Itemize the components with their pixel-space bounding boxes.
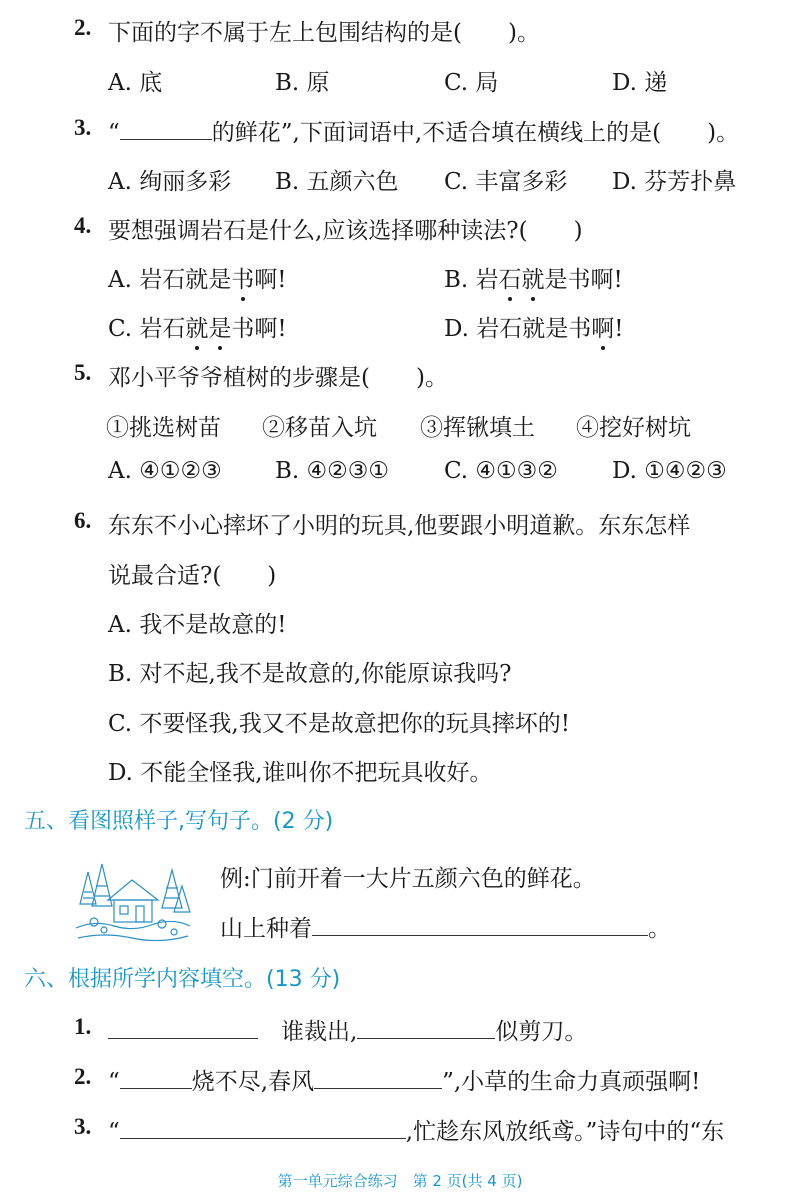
q2-option-d: D. 递 xyxy=(612,70,668,96)
q3-blank xyxy=(120,139,212,140)
section-5-period: 。 xyxy=(648,916,671,942)
sentence-char: ! xyxy=(614,316,624,342)
q4-option-b xyxy=(444,261,623,294)
q5-option-a: A. ④①②③ xyxy=(108,458,222,484)
q5-text: 邓小平爷爷植树的步骤是( )。 xyxy=(108,365,448,391)
q3-open-quote: “ xyxy=(108,120,120,146)
q5-option-b: B. ④②③① xyxy=(275,458,390,484)
q3-option-c: C. 丰富多彩 xyxy=(444,169,568,195)
q5-number: 5. xyxy=(74,360,92,385)
sentence-char: 书 xyxy=(231,261,254,294)
sentence-char: 岩 xyxy=(476,316,500,342)
sentence-char: 就 xyxy=(522,261,545,294)
sentence-char: 书 xyxy=(568,316,592,342)
q3-option-d: D. 芬芳扑鼻 xyxy=(612,169,737,195)
q4-option-c-label: C. xyxy=(108,316,133,342)
q2-option-b: B. 原 xyxy=(275,70,330,96)
snow-house-illustration xyxy=(74,852,192,942)
sentence-char: 书 xyxy=(231,316,255,342)
q4-option-d xyxy=(444,310,624,343)
s6-item2-blank1[interactable] xyxy=(120,1088,192,1089)
q3-stem: 的鲜花”,下面词语中,不适合填在横线上的是( )。 xyxy=(211,120,740,146)
q5-step-3: ③挥锹填土 xyxy=(420,415,535,441)
q5-option-c: C. ④①③② xyxy=(444,458,558,484)
q4-option-a xyxy=(108,261,286,294)
q4-option-c xyxy=(108,310,287,343)
s6-item3-blank[interactable] xyxy=(120,1138,406,1139)
sentence-char: ! xyxy=(277,267,287,293)
q4-option-d-sentence xyxy=(476,316,623,342)
s6-item2-mid: 烧不尽,春风 xyxy=(191,1069,315,1095)
sentence-char: 是 xyxy=(544,267,568,293)
q2-text: 下面的字不属于左上包围结构的是( )。 xyxy=(108,20,540,46)
sentence-char: 是 xyxy=(208,267,232,293)
s6-item1-line xyxy=(108,1013,587,1046)
q6-text-line2: 说最合适?( ) xyxy=(108,563,277,589)
s6-item2-blank2[interactable] xyxy=(314,1088,442,1089)
s6-item2-line xyxy=(108,1063,700,1096)
q4-option-a-label: A. xyxy=(108,267,132,293)
sentence-char: 岩 xyxy=(139,267,163,293)
sentence-char: 啊 xyxy=(591,310,614,343)
page-footer: 第一单元综合练习 第 2 页(共 4 页) xyxy=(277,1172,523,1190)
q4-text: 要想强调岩石是什么,应该选择哪种读法?( ) xyxy=(108,218,583,244)
sentence-char: 石 xyxy=(162,267,186,293)
q3-option-b: B. 五颜六色 xyxy=(275,169,399,195)
section-5-example: 例:门前开着一大片五颜六色的鲜花。 xyxy=(220,866,596,892)
sentence-char: 就 xyxy=(522,316,546,342)
section-5-answer-line xyxy=(220,910,671,943)
q4-option-d-label: D. xyxy=(444,316,469,342)
q6-text-line1: 东东不小心摔坏了小明的玩具,他要跟小明道歉。东东怎样 xyxy=(108,513,691,539)
s6-item1-blank1[interactable] xyxy=(108,1038,258,1039)
s6-item3-end: ,忙趁东风放纸鸢。”诗句中的“东 xyxy=(405,1119,725,1145)
sentence-char: 啊 xyxy=(590,267,614,293)
q6-option-d: D. 不能全怪我,谁叫你不把玩具收好。 xyxy=(108,760,493,786)
sentence-char: 啊 xyxy=(254,316,278,342)
sentence-char: 石 xyxy=(499,261,522,294)
q6-number: 6. xyxy=(74,508,92,533)
q4-option-b-label: B. xyxy=(444,267,469,293)
s6-item2-end: ”,小草的生命力真顽强啊! xyxy=(442,1069,701,1095)
q6-option-a: A. 我不是故意的! xyxy=(108,612,287,638)
q6-option-c: C. 不要怪我,我又不是故意把你的玩具摔坏的! xyxy=(108,711,570,737)
q3-text xyxy=(108,114,739,147)
sentence-char: ! xyxy=(613,267,623,293)
section-5-blank[interactable] xyxy=(312,935,648,936)
sentence-char: ! xyxy=(277,316,287,342)
s6-item3-number: 3. xyxy=(74,1114,92,1139)
q5-step-4: ④挖好树坑 xyxy=(576,415,691,441)
q4-option-b-sentence xyxy=(476,267,623,293)
s6-item3-line xyxy=(108,1113,724,1146)
section-6-title: 六、根据所学内容填空。(13 分) xyxy=(24,967,341,992)
s6-item2-number: 2. xyxy=(74,1064,92,1089)
sentence-char: 就 xyxy=(185,310,208,343)
q2-number: 2. xyxy=(74,15,92,40)
sentence-char: 就 xyxy=(185,267,209,293)
s6-item1-mid: 谁裁出, xyxy=(281,1019,358,1045)
q4-number: 4. xyxy=(74,213,92,238)
section-5-title: 五、看图照样子,写句子。(2 分) xyxy=(24,809,334,834)
section-5-prompt: 山上种着 xyxy=(220,916,312,942)
q2-option-c: C. 局 xyxy=(444,70,499,96)
sentence-char: 书 xyxy=(567,267,591,293)
s6-item1-number: 1. xyxy=(74,1014,92,1039)
s6-item1-end: 似剪刀。 xyxy=(495,1019,588,1045)
q5-option-d: D. ①④②③ xyxy=(612,458,727,484)
q2-option-a: A. 底 xyxy=(108,70,163,96)
q4-option-a-sentence xyxy=(139,267,286,293)
sentence-char: 石 xyxy=(162,316,186,342)
sentence-char: 啊 xyxy=(254,267,278,293)
q5-step-2: ②移苗入坑 xyxy=(262,415,377,441)
sentence-char: 岩 xyxy=(475,267,499,293)
s6-item3-open: “ xyxy=(108,1119,120,1145)
sentence-char: 岩 xyxy=(139,316,163,342)
q3-option-a: A. 绚丽多彩 xyxy=(108,169,232,195)
sentence-char: 石 xyxy=(499,316,523,342)
q5-step-1: ①挑选树苗 xyxy=(106,415,221,441)
q6-option-b: B. 对不起,我不是故意的,你能原谅我吗? xyxy=(108,661,512,687)
q3-number: 3. xyxy=(74,115,92,140)
s6-item1-blank2[interactable] xyxy=(357,1038,495,1039)
s6-item2-open: “ xyxy=(108,1069,120,1095)
sentence-char: 是 xyxy=(208,310,231,343)
sentence-char: 是 xyxy=(545,316,569,342)
q4-option-c-sentence xyxy=(139,316,286,342)
